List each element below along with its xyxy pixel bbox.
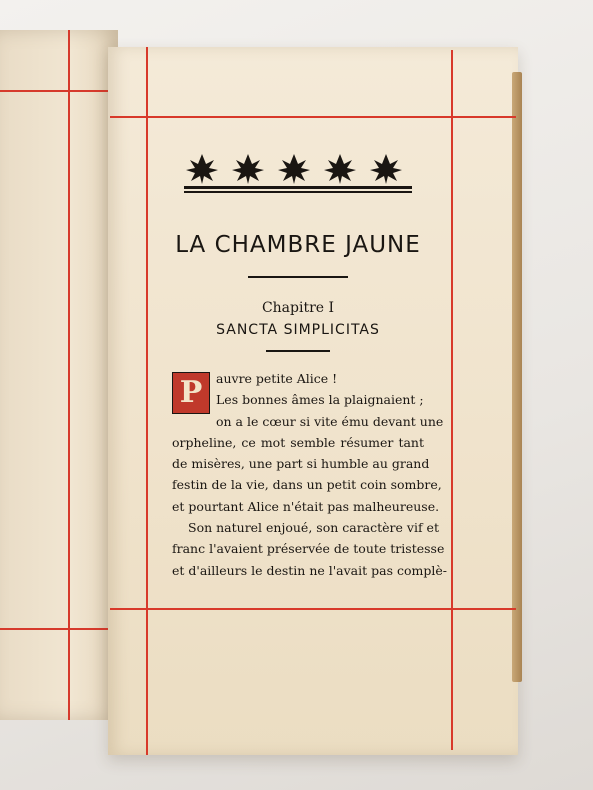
page-text-block <box>172 150 447 581</box>
text-line: Son naturel enjoué, son caractère vif et <box>188 520 439 536</box>
left-page <box>0 30 118 720</box>
red-rule-top <box>110 116 516 118</box>
page-edge <box>512 72 522 682</box>
text-line: on a le cœur si vite ému devant une <box>216 413 444 429</box>
text-line: de misères, une part si humble au grand <box>172 456 430 472</box>
subtitle-divider <box>266 350 330 352</box>
dropcap-initial: P <box>172 372 210 414</box>
left-page-red-rule <box>68 30 70 720</box>
text-line: franc l'avaient préservée de toute tristesse <box>172 541 445 557</box>
decorative-ornament-icon <box>180 150 416 196</box>
text-line: et d'ailleurs le destin ne l'avait pas complè- <box>172 562 447 578</box>
page-title: LA CHAMBRE JAUNE <box>175 232 421 258</box>
text-line: orpheline, ce mot semble résumer tant <box>172 434 424 450</box>
left-page-red-rule <box>0 90 118 92</box>
left-page-red-rule <box>0 628 118 630</box>
red-rule-left <box>146 47 148 755</box>
text-line: auvre petite Alice ! <box>216 371 338 386</box>
chapter-label: Chapitre I <box>261 300 335 316</box>
text-line: festin de la vie, dans un petit coin sombre, <box>172 477 442 493</box>
chapter-subtitle: SANCTA SIMPLICITAS <box>216 322 380 338</box>
text-line: et pourtant Alice n'était pas malheureuse. <box>172 498 440 514</box>
red-rule-bottom <box>110 608 516 610</box>
red-rule-right <box>451 50 453 750</box>
text-line: Les bonnes âmes la plaignaient ; <box>216 392 424 408</box>
body-text <box>172 368 447 581</box>
title-divider <box>248 276 348 278</box>
